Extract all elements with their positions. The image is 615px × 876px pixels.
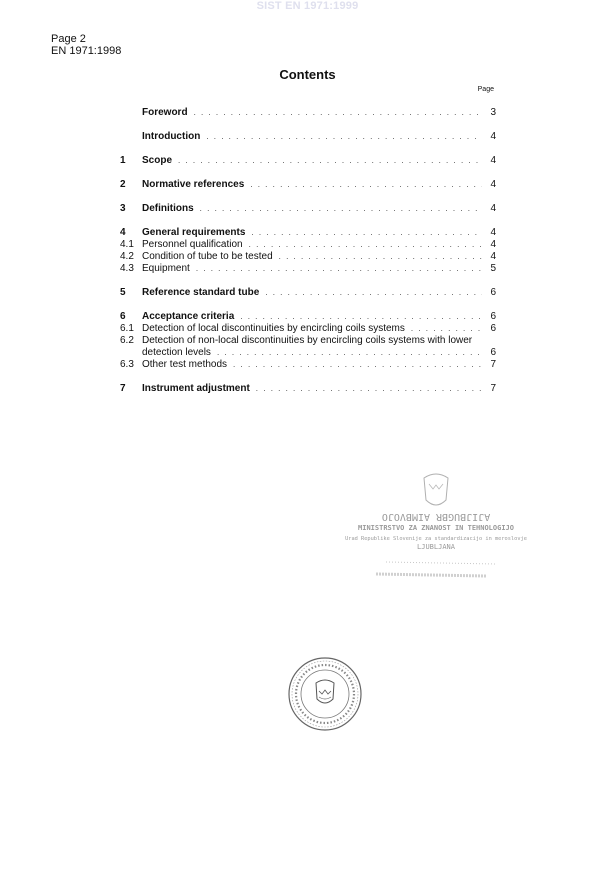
- toc-entry: [120, 383, 496, 395]
- coat-of-arms-icon: [424, 474, 448, 505]
- table-of-contents: [120, 107, 496, 395]
- dot-leader: [233, 359, 482, 371]
- toc-entry: [120, 203, 496, 215]
- watermark: SIST EN 1971:1999: [256, 0, 359, 12]
- toc-entry: [120, 311, 496, 323]
- stamp-line-3: Urad Republike Slovenije za standardizacijo in meroslovje: [345, 536, 527, 542]
- stamp-line-4: LJUBLJANA: [417, 543, 455, 551]
- toc-entry-title: Definitions: [142, 203, 194, 214]
- toc-entry-page: 6: [490, 287, 496, 298]
- toc-entry-number: 5: [120, 287, 126, 298]
- toc-entry-title: Equipment: [142, 263, 190, 274]
- toc-entry-page: 4: [490, 227, 496, 238]
- dot-leader: [251, 227, 482, 239]
- toc-entry-page: 5: [490, 263, 496, 274]
- stamp-line-2: MINISTRSTVO ZA ZNANOST IN TEHNOLOGIJO: [358, 524, 514, 532]
- toc-entry-title: Detection of non-local discontinuities by encircling coils systems with lower: [142, 335, 473, 346]
- toc-entry-page: 6: [490, 311, 496, 322]
- dot-leader: [178, 155, 482, 167]
- toc-entry: [120, 179, 496, 191]
- toc-entry-title: Condition of tube to be tested: [142, 251, 273, 262]
- toc-entry-title-continued: detection levels: [142, 347, 211, 358]
- toc-entry-title: Reference standard tube: [142, 287, 260, 298]
- dot-leader: [194, 107, 482, 119]
- toc-entry: [120, 155, 496, 167]
- dot-leader: [279, 251, 482, 263]
- dot-leader: [411, 323, 482, 335]
- dot-leader: [196, 263, 482, 275]
- stamp-line-1: AJIJBUGBR AIMBVOJO: [381, 511, 491, 522]
- toc-entry-page: 4: [490, 239, 496, 250]
- toc-entry-number: 6.2: [120, 335, 134, 346]
- toc-entry-number: 6.3: [120, 359, 134, 370]
- dot-leader: [217, 347, 482, 359]
- page-header: [51, 33, 121, 57]
- toc-entry: [120, 335, 496, 347]
- dot-leader: [256, 383, 482, 395]
- toc-entry-title: Personnel qualification: [142, 239, 243, 250]
- toc-entry-number: 3: [120, 203, 126, 214]
- toc-entry-page: 6: [490, 323, 496, 334]
- toc-entry-title: Detection of local discontinuities by encircling coils systems: [142, 323, 405, 334]
- toc-entry-page: 4: [490, 203, 496, 214]
- toc-entry-number: 7: [120, 383, 126, 394]
- toc-entry-page: 4: [490, 155, 496, 166]
- toc-entry-continuation: [120, 347, 496, 359]
- toc-entry-number: 2: [120, 179, 126, 190]
- toc-entry-number: 6.1: [120, 323, 134, 334]
- toc-entry: [120, 239, 496, 251]
- toc-entry-number: 4.1: [120, 239, 134, 250]
- toc-entry-number: 4.3: [120, 263, 134, 274]
- page-number: Page 2: [51, 33, 86, 45]
- toc-entry-page: 4: [490, 179, 496, 190]
- toc-entry: [120, 131, 496, 143]
- dot-leader: [249, 239, 482, 251]
- toc-entry-title: Foreword: [142, 107, 188, 118]
- toc-entry-page: 7: [490, 359, 496, 370]
- toc-entry-title: Introduction: [142, 131, 201, 142]
- toc-entry: [120, 359, 496, 371]
- page-title: Contents: [279, 67, 336, 82]
- toc-entry-page: 3: [490, 107, 496, 118]
- toc-entry: [120, 251, 496, 263]
- toc-entry-number: 1: [120, 155, 126, 166]
- toc-entry-title: Instrument adjustment: [142, 383, 250, 394]
- dot-leader: [240, 311, 482, 323]
- toc-entry: [120, 323, 496, 335]
- toc-entry-title: Normative references: [142, 179, 245, 190]
- toc-entry: [120, 287, 496, 299]
- toc-entry-number: 4.2: [120, 251, 134, 262]
- toc-entry-title: Acceptance criteria: [142, 311, 235, 322]
- toc-entry-page: 4: [490, 131, 496, 142]
- toc-entry: [120, 263, 496, 275]
- toc-entry-number: 6: [120, 311, 126, 322]
- toc-entry-number: 4: [120, 227, 126, 238]
- toc-entry-title: Other test methods: [142, 359, 228, 370]
- toc-entry-page: 7: [490, 383, 496, 394]
- toc-entry: [120, 227, 496, 239]
- round-seal-icon: [286, 655, 364, 733]
- dot-leader: [206, 131, 482, 143]
- page-column-label: Page: [477, 86, 494, 93]
- standard-id: EN 1971:1998: [51, 45, 122, 57]
- official-stamp: [336, 470, 536, 585]
- toc-entry-page: 6: [490, 347, 496, 358]
- dot-leader: [250, 179, 482, 191]
- toc-entry-title: General requirements: [142, 227, 246, 238]
- dot-leader: [265, 287, 482, 299]
- toc-entry-page: 4: [490, 251, 496, 262]
- dot-leader: [200, 203, 482, 215]
- toc-entry-title: Scope: [142, 155, 173, 166]
- toc-entry: [120, 107, 496, 119]
